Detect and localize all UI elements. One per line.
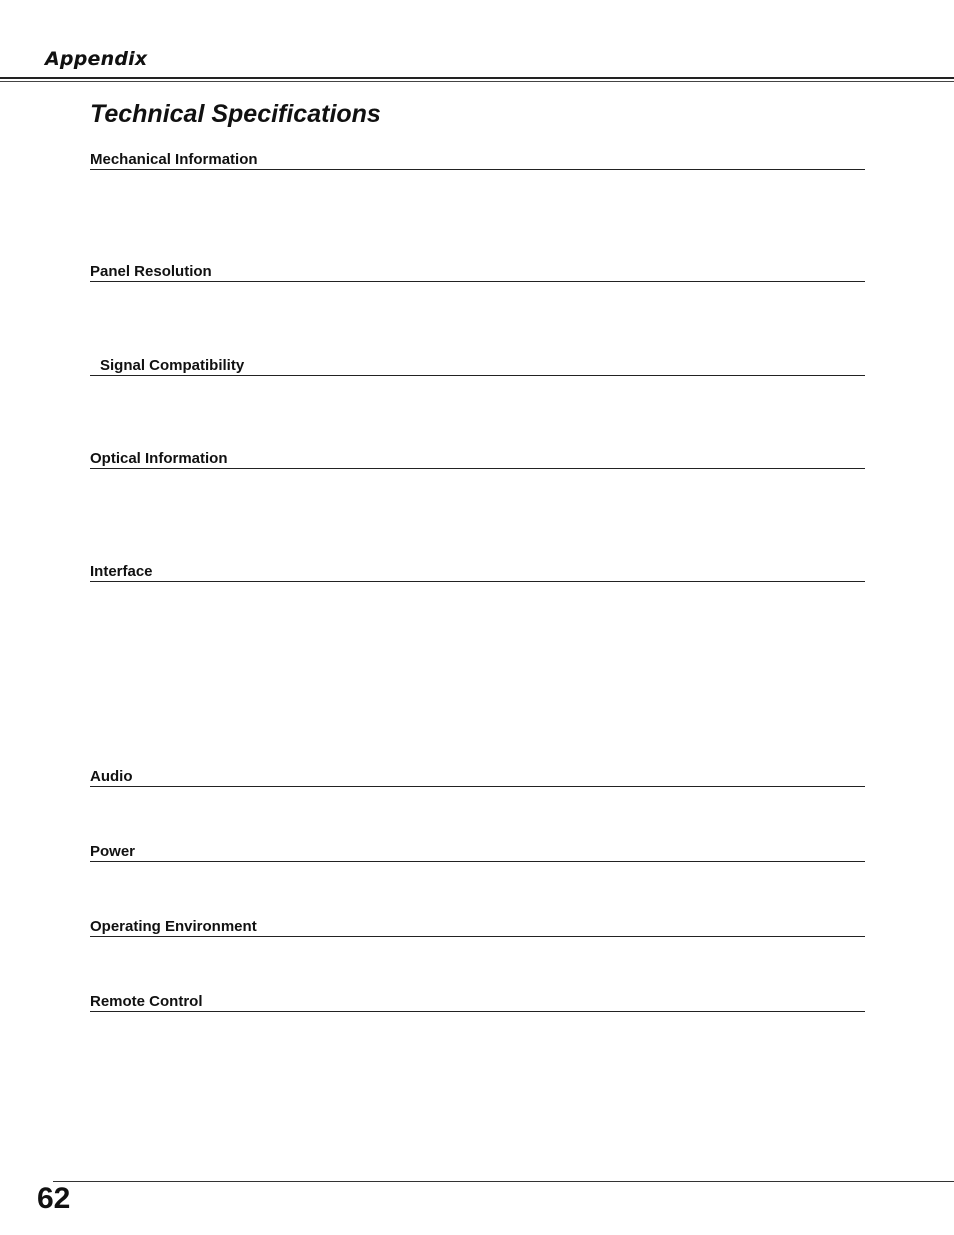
section-operating-environment [90, 914, 865, 937]
header-rule-secondary [0, 81, 954, 82]
section-panel-resolution [90, 259, 865, 282]
running-header: Appendix [45, 48, 148, 70]
section-audio [90, 764, 865, 787]
section-heading: Power [90, 843, 136, 860]
section-optical-information [90, 446, 865, 469]
section-heading: Audio [90, 768, 133, 785]
section-interface [90, 559, 865, 582]
page-title: Technical Specifications [90, 100, 381, 128]
section-heading: Optical Information [90, 450, 228, 467]
section-heading: Panel Resolution [90, 263, 212, 280]
footer-rule [53, 1181, 954, 1182]
section-power [90, 839, 865, 862]
section-heading: Interface [90, 563, 153, 580]
section-heading: Mechanical Information [90, 151, 258, 168]
section-heading: Operating Environment [90, 918, 257, 935]
header-rule [0, 77, 954, 79]
section-remote-control [90, 989, 865, 1012]
section-signal-compatibility [90, 353, 865, 376]
section-heading: Remote Control [90, 993, 203, 1010]
section-mechanical-information [90, 147, 865, 170]
section-heading: Signal Compatibility [100, 357, 245, 374]
page-number: 62 [37, 1182, 71, 1215]
